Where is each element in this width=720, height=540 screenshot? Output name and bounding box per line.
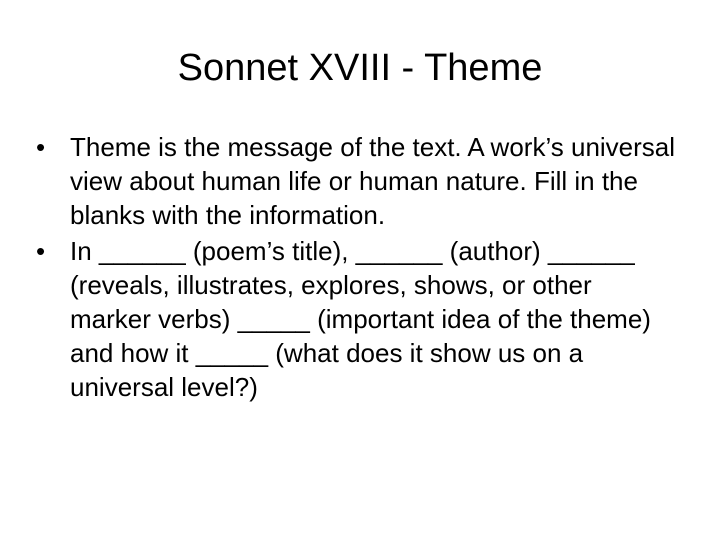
bullet-marker: • (36, 132, 46, 162)
bullet-list (36, 130, 676, 406)
bullet-item (36, 234, 676, 404)
slide-title: Sonnet XVIII - Theme (177, 47, 543, 89)
bullet-text: In ______ (poem’s title), ______ (author) ______ (reveals, illustrates, explores, shows, or other marker verbs) _____ (important idea of the theme) and how it _____ (what does it show us on a universal level?) (70, 236, 651, 402)
bullet-text: Theme is the message of the text. A work’s universal view about human life or human nature. Fill in the blanks with the information. (70, 132, 676, 230)
bullet-marker: • (36, 236, 46, 266)
bullet-item (36, 130, 676, 232)
